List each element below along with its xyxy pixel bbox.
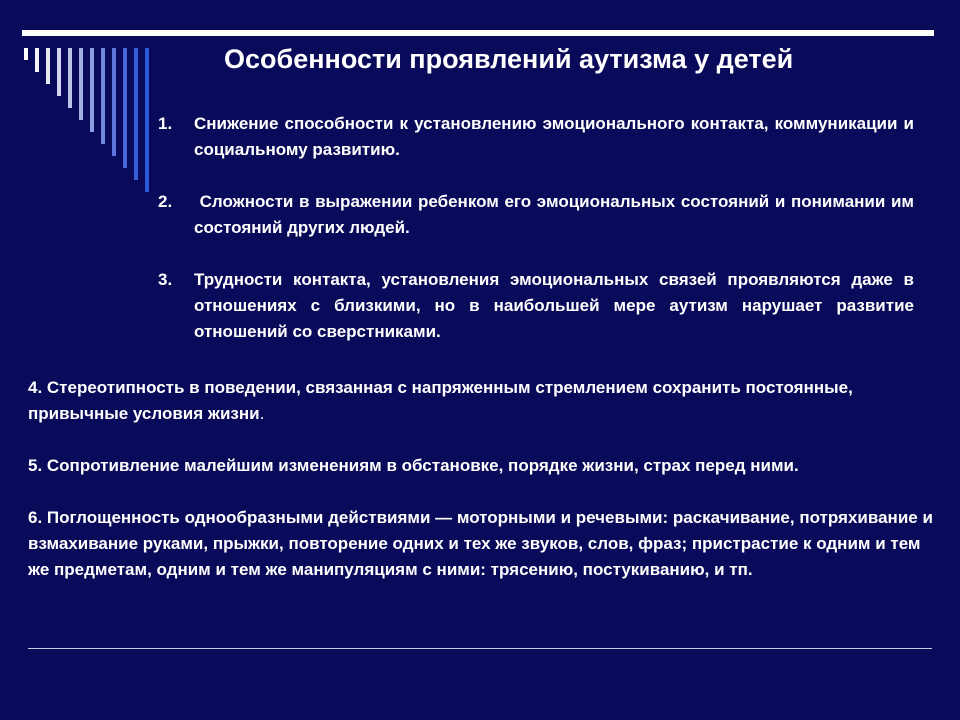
- list-item-text: Трудности контакта, установления эмоциональных связей проявляются даже в отношениях с близкими, но в наибольшей мере аутизм нарушает развитие отношений со сверстниками.: [194, 270, 914, 341]
- list-item: [158, 111, 914, 163]
- list-item-text: Сложности в выражении ребенком его эмоциональных состояний и понимании им состояний других людей.: [194, 192, 919, 237]
- list-item: [158, 189, 919, 241]
- paragraph-block: [28, 375, 943, 609]
- list-item-text: Снижение способности к установлению эмоционального контакта, коммуникации и социальному развитию.: [194, 114, 914, 159]
- decorative-stripes: [0, 0, 170, 200]
- numbered-list: [158, 111, 919, 371]
- paragraph-trailing: .: [259, 404, 265, 423]
- paragraph: [28, 505, 943, 583]
- stripe: [79, 48, 83, 120]
- list-item-number: 2.: [158, 192, 173, 211]
- stripe: [68, 48, 72, 108]
- stripe: [112, 48, 116, 156]
- bottom-rule: [28, 648, 932, 649]
- paragraph: [28, 453, 943, 479]
- paragraph-text: 6. Поглощенность однообразными действиями — моторными и речевыми: раскачивание, потряхивание и взмахивание руками, прыжки, повторение одних и тех же звуков, слов, фраз; пристрастие к одним и тем же предметам, одним и тем же манипуляциям с ними: трясению, постукиванию, и тп.: [28, 508, 933, 579]
- stripe: [134, 48, 138, 180]
- paragraph-text: 5. Сопротивление малейшим изменениям в обстановке, порядке жизни, страх перед ними.: [28, 456, 799, 475]
- list-item-number: 3.: [158, 270, 173, 289]
- stripe: [46, 48, 50, 84]
- stripe: [101, 48, 105, 144]
- list-item-number: 1.: [158, 114, 173, 133]
- paragraph-text: 4. Стереотипность в поведении, связанная с напряженным стремлением сохранить постоянные, привычные условия жизни: [28, 378, 853, 423]
- stripe: [35, 48, 39, 72]
- paragraph: [28, 375, 943, 427]
- stripe: [57, 48, 61, 96]
- stripe: [90, 48, 94, 132]
- list-item: [158, 267, 914, 345]
- stripe: [145, 48, 149, 192]
- stripe: [123, 48, 127, 168]
- stripe: [24, 48, 28, 60]
- slide-title: Особенности проявлений аутизма у детей: [224, 44, 794, 74]
